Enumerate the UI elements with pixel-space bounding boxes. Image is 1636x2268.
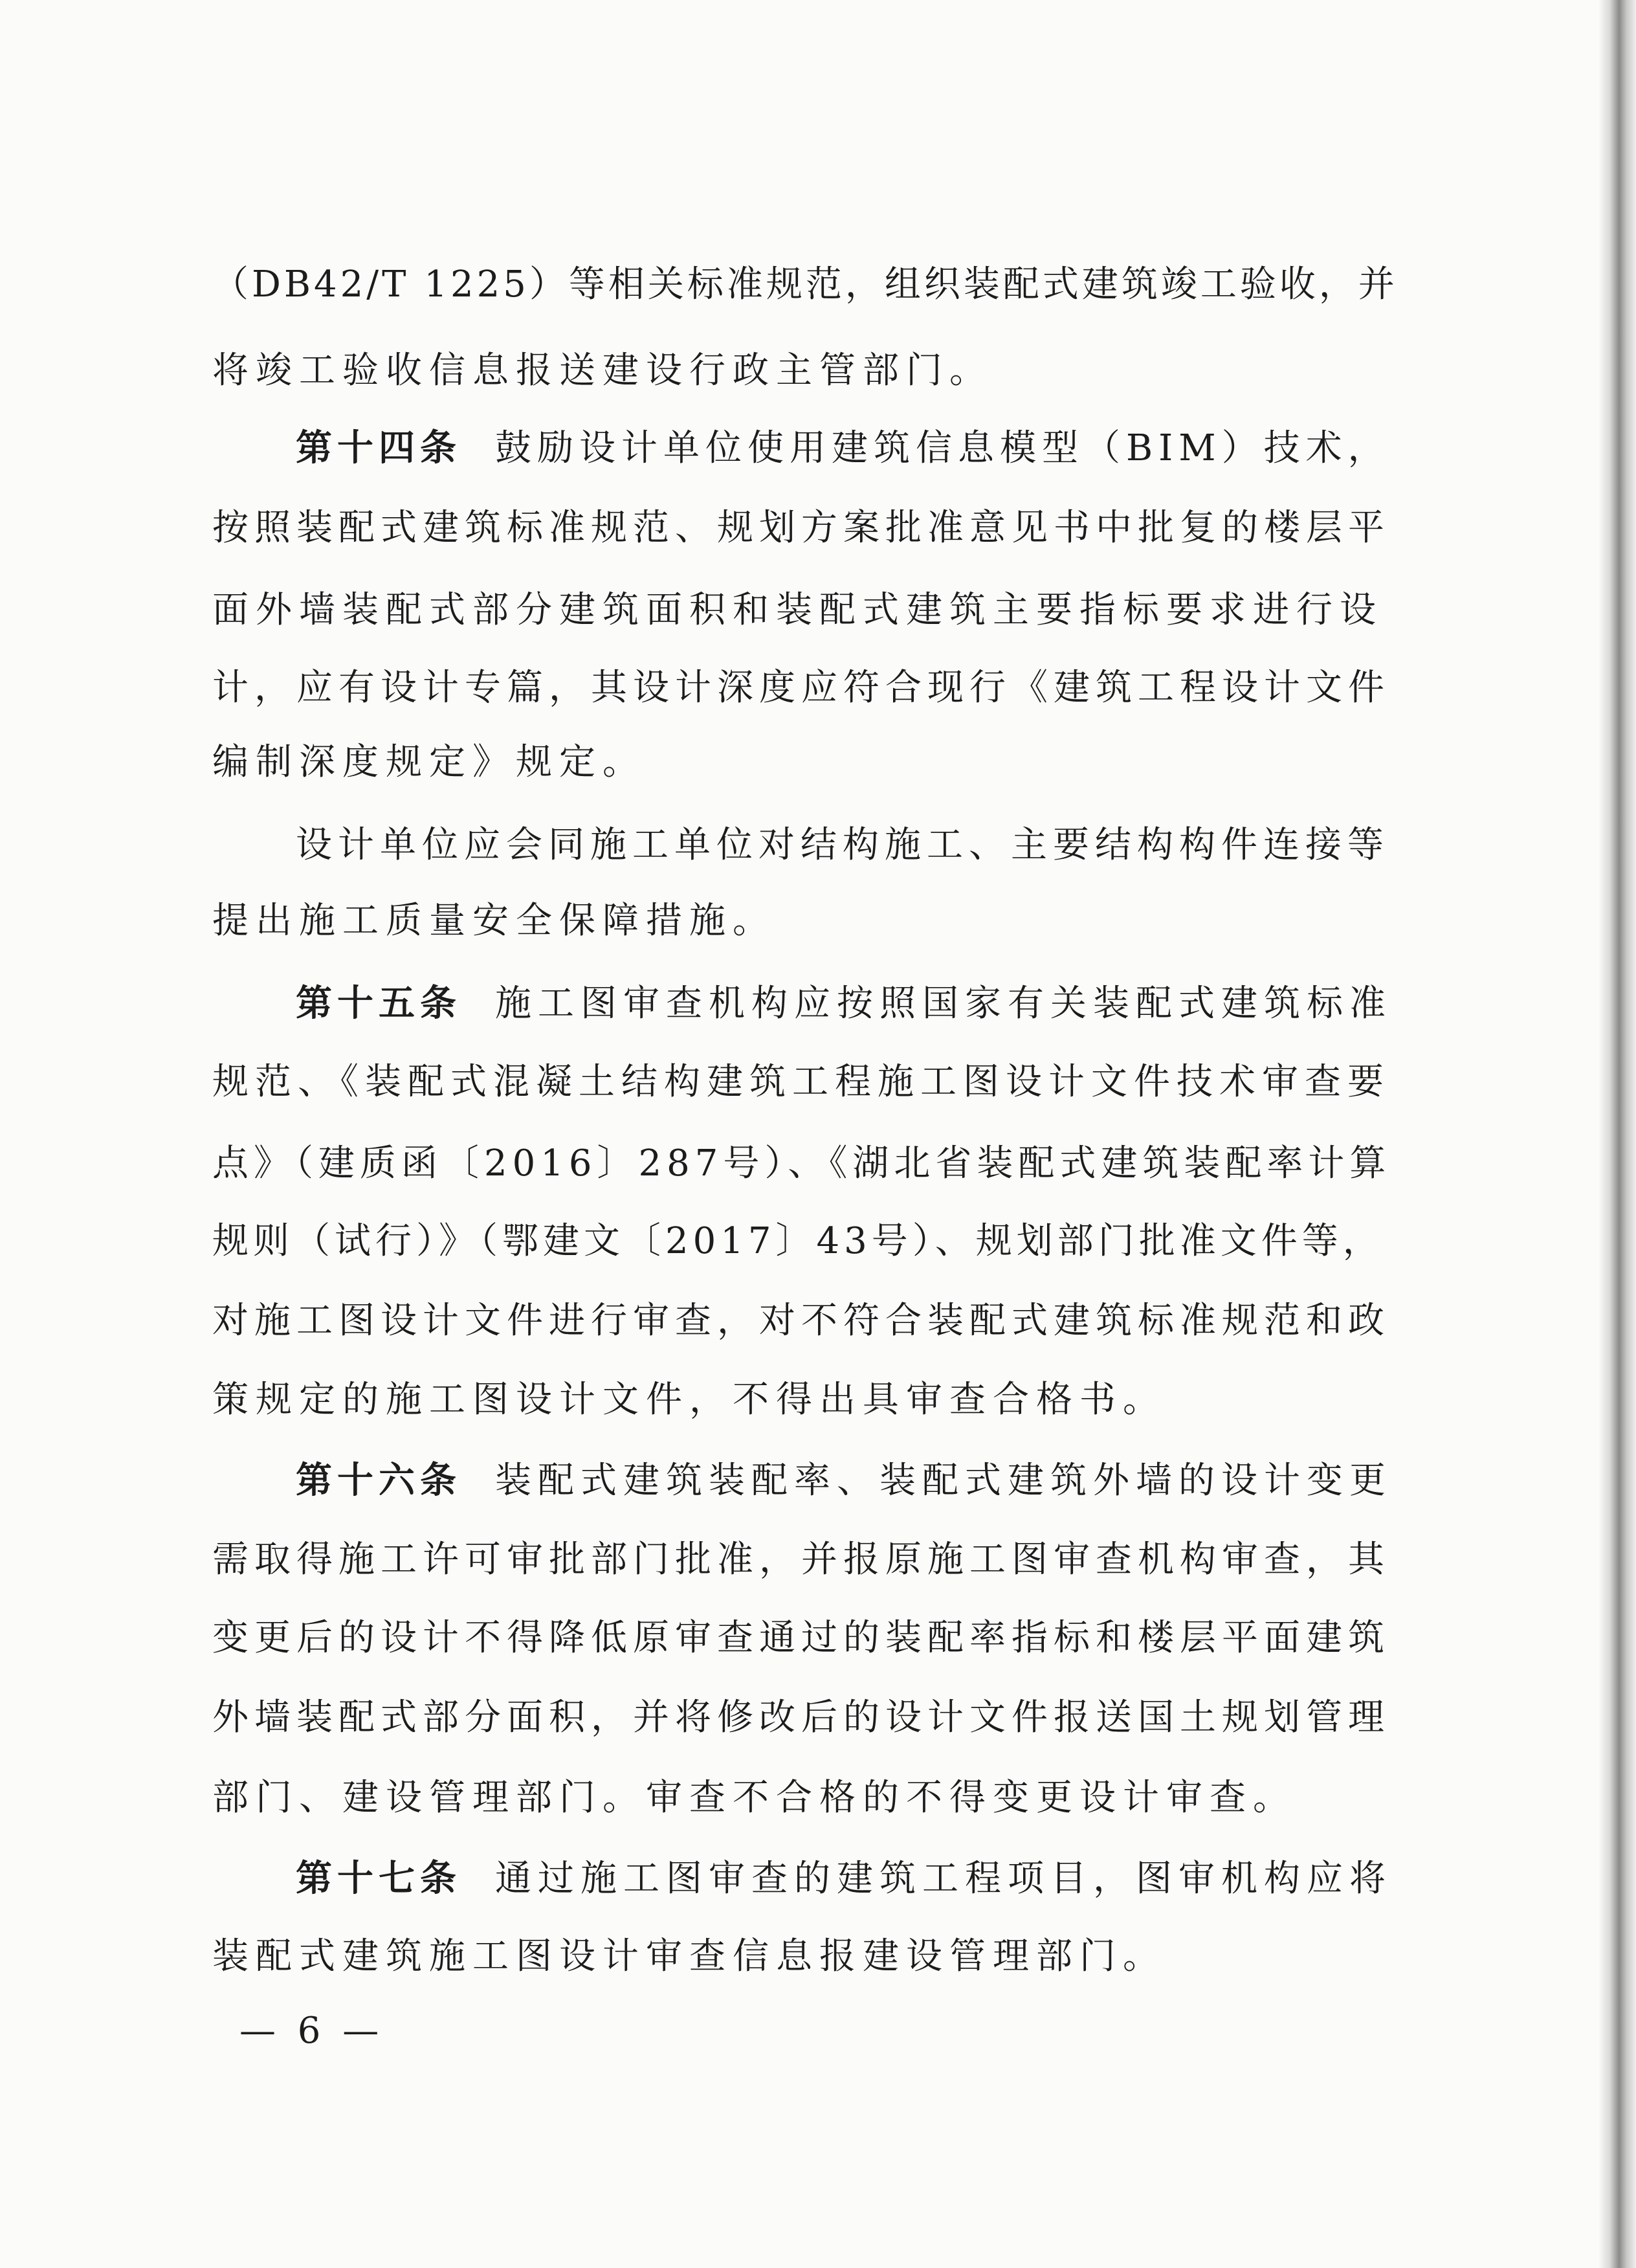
article-17-first-line (296, 1854, 1392, 1904)
article-text: 通过施工图审查的建筑工程项目，图审机构应将 (495, 1858, 1392, 1900)
article-label: 第十六条 (296, 1460, 461, 1502)
article-text: 装配式建筑装配率、装配式建筑外墙的设计变更 (495, 1460, 1392, 1502)
text-line: 对施工图设计文件进行审查，对不符合装配式建筑标准规范和政 (212, 1300, 1390, 1342)
text-line: 装配式建筑施工图设计审查信息报建设管理部门。 (212, 1935, 1166, 1977)
article-16-first-line (296, 1456, 1392, 1506)
article-text: 施工图审查机构应按照国家有关装配式建筑标准 (495, 983, 1392, 1025)
scanned-page-edge (1598, 0, 1636, 2268)
text-line: 计，应有设计专篇，其设计深度应符合现行《建筑工程设计文件 (212, 667, 1390, 709)
text-line: 变更后的设计不得降低原审查通过的装配率指标和楼层平面建筑 (212, 1617, 1390, 1659)
page-number: — 6 — (239, 2010, 384, 2052)
text-line: 设计单位应会同施工单位对结构施工、主要结构构件连接等 (296, 824, 1389, 866)
article-label: 第十七条 (296, 1858, 461, 1900)
article-14-first-line (296, 424, 1390, 473)
text-line: 编制深度规定》规定。 (212, 741, 646, 783)
text-line: 将竣工验收信息报送建设行政主管部门。 (212, 350, 993, 392)
text-line: 规则（试行）》（鄂建文〔2017〕43号）、规划部门批准文件等， (212, 1220, 1384, 1262)
text-line: 面外墙装配式部分建筑面积和装配式建筑主要指标要求进行设 (212, 589, 1383, 631)
text-line: 规范、《装配式混凝土结构建筑工程施工图设计文件技术审查要 (212, 1061, 1390, 1103)
text-line: 按照装配式建筑标准规范、规划方案批准意见书中批复的楼层平 (212, 507, 1390, 549)
article-text: 鼓励设计单位使用建筑信息模型（BIM）技术， (495, 427, 1390, 469)
text-line: 部门、建设管理部门。审查不合格的不得变更设计审查。 (212, 1777, 1296, 1819)
article-label: 第十五条 (296, 983, 461, 1025)
text-line: （DB42/T 1225）等相关标准规范，组织装配式建筑竣工验收，并 (212, 263, 1398, 306)
article-label: 第十四条 (296, 427, 461, 469)
article-15-first-line (296, 979, 1392, 1028)
text-line: 提出施工质量安全保障措施。 (212, 900, 776, 942)
text-line: 点》（建质函〔2016〕287号）、《湖北省装配式建筑装配率计算 (212, 1142, 1391, 1184)
text-line: 外墙装配式部分面积，并将修改后的设计文件报送国土规划管理 (212, 1696, 1390, 1739)
text-line: 需取得施工许可审批部门批准，并报原施工图审查机构审查，其 (212, 1539, 1390, 1581)
text-line: 策规定的施工图设计文件，不得出具审查合格书。 (212, 1379, 1166, 1421)
